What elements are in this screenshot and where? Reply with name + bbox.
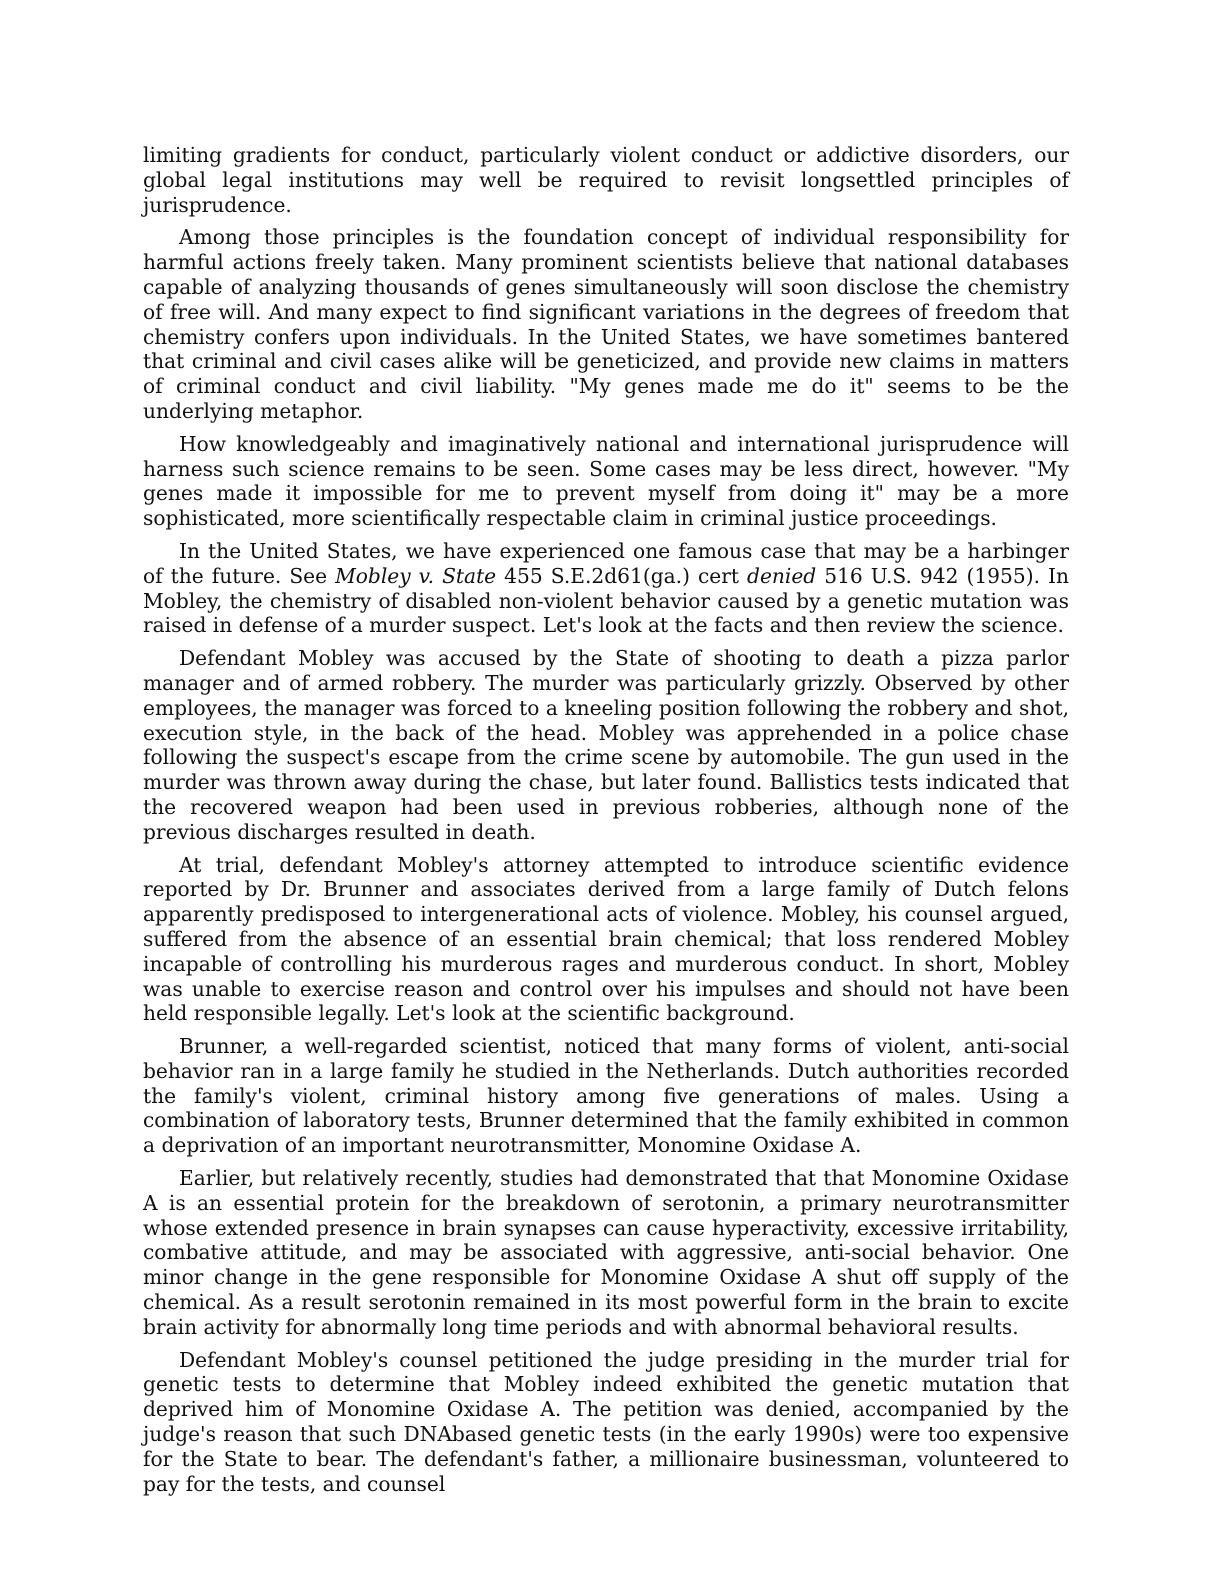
paragraph-6: [143, 853, 1069, 1027]
paragraph-5-text: Defendant Mobley was accused by the State of shooting to death a pizza parlor manager and of armed robbery. The murder was particularly grizzly. Observed by other employees, the manager was forced to a kneeling position following the robbery and shot, execution style, in the back of the head. Mobley was apprehended in a police chase following the suspect's escape from the crime scene by automobile. The gun used in the murder was thrown away during the chase, but later found. Ballistics tests indicated that the recovered weapon had been used in previous robberies, although none of the previous discharges resulted in death.: [143, 646, 1069, 844]
paragraph-9-text: Defendant Mobley's counsel petitioned the judge presiding in the murder trial for genetic tests to determine that Mobley indeed exhibited the genetic mutation that deprived him of Monomine Oxidase A. The petition was denied, accompanied by the judge's reason that such DNAbased genetic tests (in the early 1990s) were too expensive for the State to bear. The defendant's father, a millionaire businessman, volunteered to pay for the tests, and counsel: [143, 1347, 1069, 1496]
paragraph-5: [143, 646, 1069, 844]
paragraph-4-text-a: In the United States, we have experienced one famous case that may be a harbinger of the future. See: [143, 538, 1069, 588]
paragraph-1: [143, 143, 1069, 217]
paragraph-2: [143, 225, 1069, 423]
cert-status: denied: [747, 563, 817, 588]
paragraph-6-text: At trial, defendant Mobley's attorney attempted to introduce scientific evidence reported by Dr. Brunner and associates derived from a large family of Dutch felons apparently predisposed to intergenerational acts of violence. Mobley, his counsel argued, suffered from the absence of an essential brain chemical; that loss rendered Mobley incapable of controlling his murderous rages and murderous conduct. In short, Mobley was unable to exercise reason and control over his impulses and should not have been held responsible legally. Let's look at the scientific background.: [143, 852, 1069, 1026]
paragraph-3-text: How knowledgeably and imaginatively national and international jurisprudence will harness such science remains to be seen. Some cases may be less direct, however. "My genes made it impossible for me to prevent myself from doing it" may be a more sophisticated, more scientifically respectable claim in criminal justice proceedings.: [143, 431, 1069, 531]
paragraph-8: [143, 1166, 1069, 1340]
paragraph-7: [143, 1034, 1069, 1158]
paragraph-2-text: Among those principles is the foundation concept of individual responsibility for harmful actions freely taken. Many prominent scientists believe that national databases capable of analyzing thousands of genes simultaneously will soon disclose the chemistry of free will. And many expect to find significant variations in the degrees of freedom that chemistry confers upon individuals. In the United States, we have sometimes bantered that criminal and civil cases alike will be geneticized, and provide new claims in matters of criminal conduct and civil liability. "My genes made me do it" seems to be the underlying metaphor.: [143, 225, 1069, 423]
paragraph-4-text-b: 455 S.E.2d61(ga.) cert: [496, 563, 748, 588]
paragraph-1-text: limiting gradients for conduct, particularly violent conduct or addictive disorders, our global legal institutions may well be required to revisit longsettled principles of jurisprudence.: [143, 143, 1069, 217]
case-name: Mobley v. State: [335, 563, 497, 588]
paragraph-7-text: Brunner, a well-regarded scientist, noticed that many forms of violent, anti-social behavior ran in a large family he studied in the Netherlands. Dutch authorities recorded the family's violent, criminal history among five generations of males. Using a combination of laboratory tests, Brunner determined that the family exhibited in common a deprivation of an important neurotransmitter, Monomine Oxidase A.: [143, 1034, 1069, 1158]
paragraph-4: [143, 539, 1069, 638]
paragraph-8-text: Earlier, but relatively recently, studies had demonstrated that that Monomine Oxidase A is an essential protein for the breakdown of serotonin, a primary neurotransmitter whose extended presence in brain synapses can cause hyperactivity, excessive irritability, combative attitude, and may be associated with aggressive, anti-social behavior. One minor change in the gene responsible for Monomine Oxidase A shut off supply of the chemical. As a result serotonin remained in its most powerful form in the brain to excite brain activity for abnormally long time periods and with abnormal behavioral results.: [143, 1166, 1069, 1339]
paragraph-3: [143, 432, 1069, 531]
paragraph-9: [143, 1348, 1069, 1497]
document-page: [143, 143, 1069, 1496]
paragraph-4-text-c: 516 U.S. 942 (1955). In Mobley, the chemistry of disabled non-violent behavior caused by a genetic mutation was raised in defense of a murder suspect. Let's look at the facts and then review the science.: [143, 563, 1069, 638]
